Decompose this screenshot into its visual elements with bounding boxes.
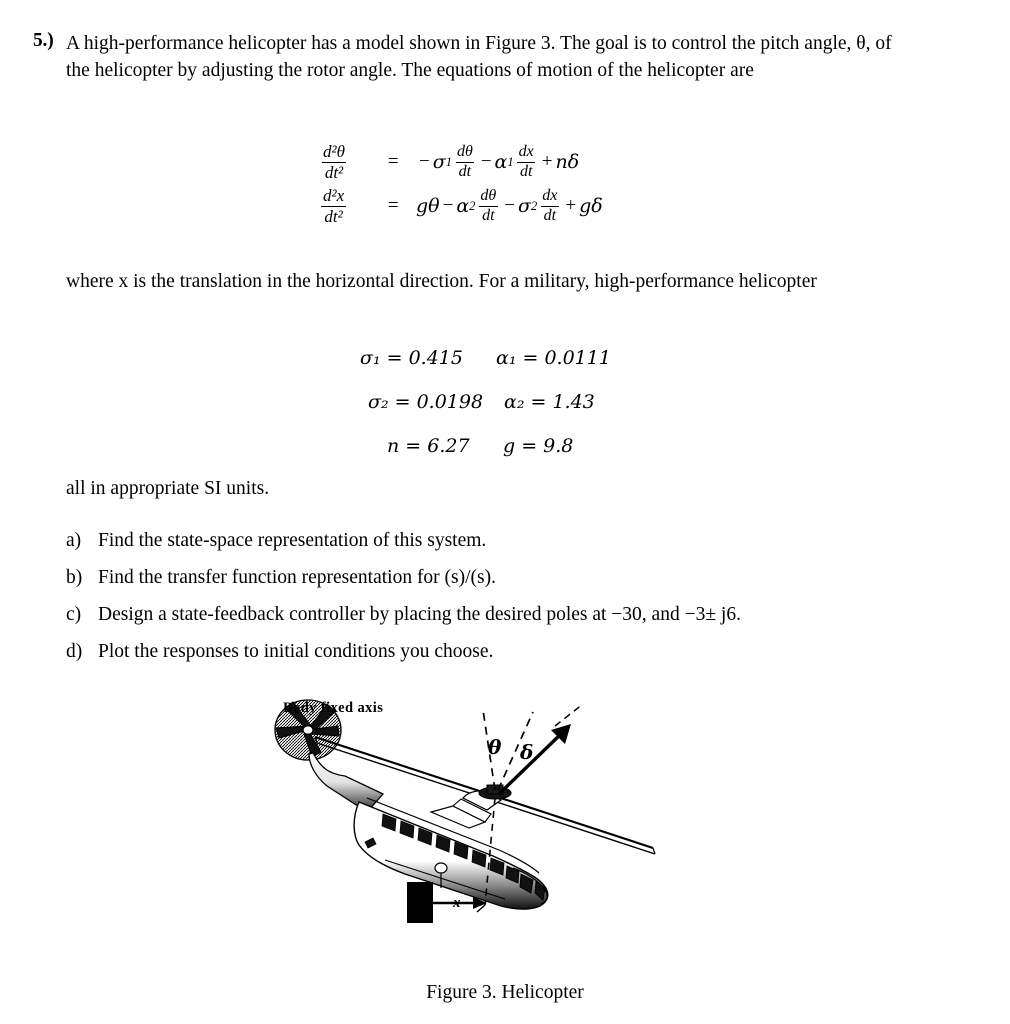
list-item-marker: a) [66,530,82,551]
equation-2-relation: = [386,195,400,216]
problem-number: 5.) [33,30,54,51]
list-item [66,526,926,563]
figure-caption: Figure 3. Helicopter [426,982,584,1003]
equation-1-relation: = [386,151,400,172]
term-3-sign: − [504,195,515,216]
helicopter-figure-svg [255,690,725,960]
translation-x-label: x [453,895,461,911]
term-2-subscript: 2 [469,198,476,213]
si-units-text: all in appropriate SI units. [66,478,270,499]
equation-row-1 [318,140,603,184]
list-item-label: Design a state-feedback controller by placing the desired poles at −30, and −3± j6. [98,604,741,625]
angle-delta-label: δ [520,740,534,764]
list-item-marker: b) [66,567,83,588]
list-item-label: Find the state-space representation of this system. [98,530,487,551]
subquestions-list [66,526,926,674]
term-3-coefficient: nδ [555,151,580,173]
list-item-label: Find the transfer function representation for (s)/(s). [98,567,496,588]
parameter-values-block [360,336,611,468]
equation-1-lhs [318,143,370,181]
fraction-denominator: dt [517,162,535,181]
term-3-subscript: 2 [530,198,538,213]
fraction-dtheta-dt [454,144,476,180]
term-3-coefficient: σ [518,195,531,217]
fraction-numerator: dx [518,142,534,160]
list-item-marker: c) [66,604,82,625]
term-2-coefficient: α [456,195,470,217]
fraction-dx-dt [539,188,560,224]
parameter-row [360,336,611,380]
equations-of-motion [318,140,603,228]
list-item-label: Plot the responses to initial conditions you choose. [98,641,494,662]
equation-2-rhs [416,188,603,224]
angle-arc [491,764,505,768]
parameter-sigma-1: σ₁ = 0.415 [360,347,463,369]
fraction-denominator: dt² [322,162,346,182]
fraction-denominator: dt² [321,206,345,226]
list-item [66,600,926,637]
term-1-sign: − [419,151,430,172]
term-2-sign: − [442,195,454,216]
parameter-row [360,424,611,468]
term-2-sign: − [480,151,492,172]
parameter-sigma-2: σ₂ = 0.0198 [368,391,484,413]
term-1-subscript: 1 [445,154,452,169]
fraction-numerator: dx [542,186,558,204]
term-3-sign: + [541,151,553,172]
parameter-alpha-2: α₂ = 1.43 [504,391,595,413]
body-fixed-axis-arrow-icon [499,724,571,794]
term-1-coefficient: σ [432,151,446,173]
term-4-coefficient: gδ [579,195,603,217]
where-definition-text: where x is the translation in the horizontal direction. For a military, high-performance helicopter [66,271,817,292]
helicopter-illustration [255,690,725,960]
list-item [66,637,926,674]
fraction-denominator: dt [479,206,497,225]
equation-row-2 [318,184,603,228]
fraction-dx-dt [516,144,537,180]
problem-statement-block [33,30,913,84]
fraction-numerator: d²θ [323,141,345,161]
term-2-subscript: 1 [507,154,514,169]
fraction-d2x-dt2 [320,187,347,225]
list-item [66,563,926,600]
fraction-numerator: d²x [323,185,345,205]
tail-boom [309,753,383,812]
axis-label-leader-line [555,704,583,726]
fraction-d2theta-dt2 [320,143,348,181]
parameter-row [360,380,611,424]
parameter-alpha-1: α₁ = 0.0111 [496,347,611,369]
parameter-g: g = 9.8 [503,435,574,457]
parameter-n: n = 6.27 [387,435,470,457]
fraction-denominator: dt [541,206,559,225]
term-4-sign: + [565,195,577,216]
fraction-denominator: dt [456,162,474,181]
fraction-dtheta-dt [477,188,499,224]
equation-1-rhs [416,144,579,180]
fraction-numerator: dθ [480,186,497,204]
term-1-coefficient: gθ [416,195,440,217]
angle-theta-label: θ [488,735,502,759]
problem-statement-text: A high-performance helicopter has a model shown in Figure 3. The goal is to control the pitch angle, θ, of the helicopter by adjusting the rotor angle. The equations of motion of the helicopter are [66,33,892,81]
fraction-numerator: dθ [456,142,473,160]
term-2-coefficient: α [494,151,508,173]
body-fixed-axis-label: Body fixed axis [283,700,384,716]
equation-2-lhs [318,187,370,225]
list-item-marker: d) [66,641,83,662]
